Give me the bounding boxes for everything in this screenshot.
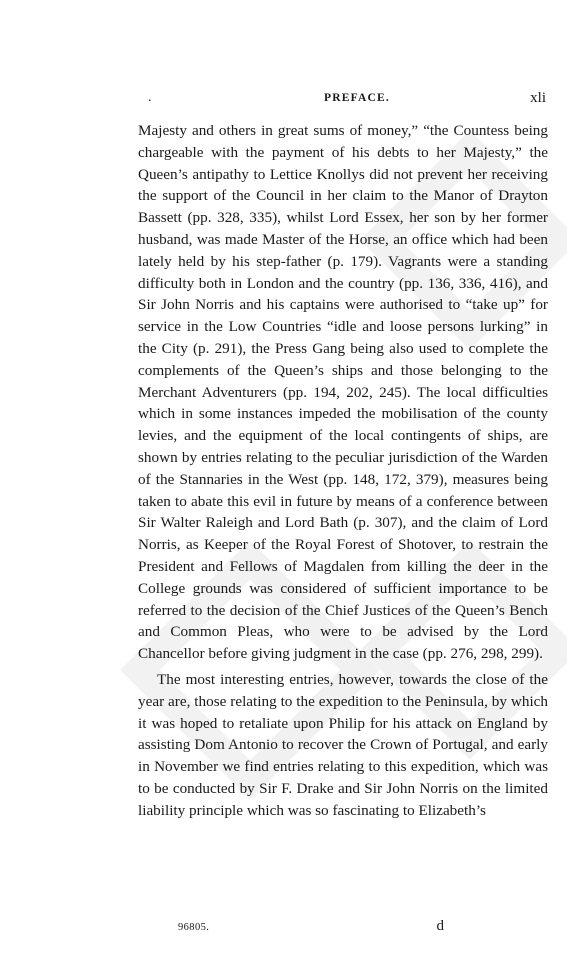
page-footer [178, 918, 444, 940]
printer-signature: 96805. [178, 922, 210, 933]
sheet-mark: d [436, 918, 444, 934]
header-title: PREFACE. [324, 92, 390, 104]
header-dot: . [148, 90, 152, 105]
paragraph-expedition: The most interesting entries, however, towards the close of the year are, those relating to the expedition to the Peninsula, by which it was hoped to retaliate upon Philip for his attack on England by assisting Dom Antonio to recover the Crown of Portugal, and early in November we find entries relating to this expedition, which was to be conducted by Sir F. Drake and Sir John Norris on the limited liability principle which was so fascinating to Elizabeth’s [138, 670, 548, 819]
paragraph-continued: Majesty and others in great sums of money,” “the Countess being chargeable with the payment of his debts to her Majesty,” the Queen’s antipathy to Lettice Knollys did not prevent her receiving the support of the Council in her claim to the Manor of Drayton Bassett (pp. 328, 335), whilst Lord Essex, her son by her former husband, was made Master of the Horse, an office which had been lately held by his step-father (p. 179). Vagrants were a standing difficulty both in London and the country (pp. 136, 336, 416), and Sir John Norris and his captains were authorised to “take up” for service in the Low Countries “idle and loose persons lurking” in the City (p. 291), the Press Gang being also used to complete the complements of the Queen’s ships and those belonging to the Merchant Adventurers (pp. 194, 202, 245). The local difficulties which in some instances impeded the mobilisation of the county levies, and the equipment of the local contingents of ships, are shown by entries relating to the peculiar jurisdiction of the Warden of the Stannaries in the West (pp. 148, 172, 379), measures being taken to abate this evil in future by means of a conference between Sir Walter Raleigh and Lord Bath (p. 307), and the claim of Lord Norris, as Keeper of the Royal Forest of Shotover, to restrain the President and Fellows of Magdalen from killing the deer in the College grounds was considered of sufficient importance to be referred to the decision of the Chief Justices of the Queen’s Bench and Common Pleas, who were to be advised by the Lord Chancellor before giving judgment in the case (pp. 276, 298, 299). [138, 122, 548, 663]
running-header [148, 90, 546, 110]
page-number: xli [530, 90, 546, 106]
body-text [138, 120, 548, 822]
